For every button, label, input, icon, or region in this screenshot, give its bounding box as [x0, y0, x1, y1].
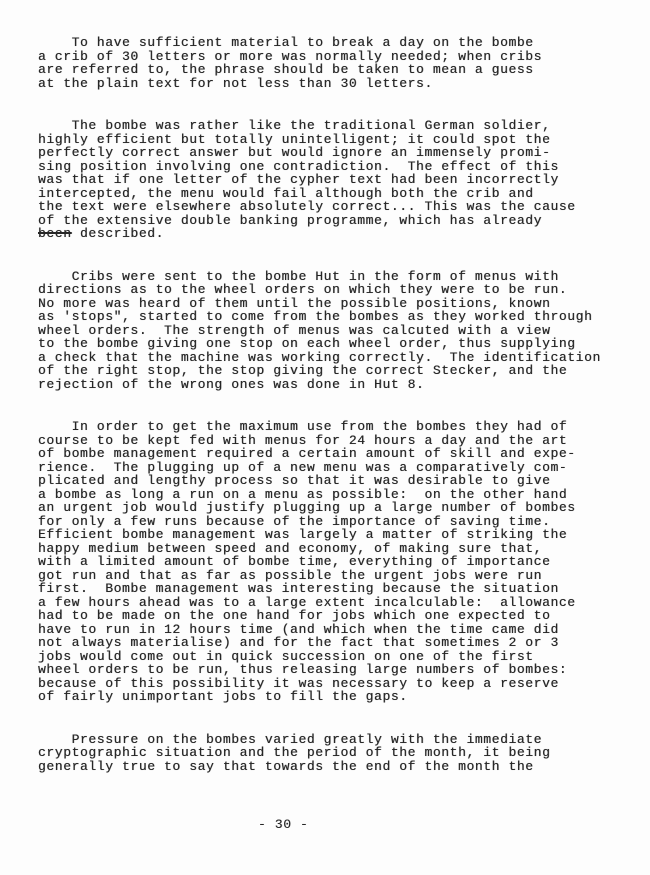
text-line: intercepted, the menu would fail although both the crib and [38, 185, 534, 201]
text-line: for only a few runs because of the importance of saving time. [38, 513, 551, 529]
text-line: of the extensive double banking programme, which has already [38, 212, 543, 228]
text-line: rejection of the wrong ones was done in Hut 8. [38, 376, 425, 392]
text-line: happy medium between speed and economy, of making sure that, [38, 540, 543, 556]
text-line: with a limited amount of bombe time, everything of importance [38, 554, 551, 569]
struck-text: been [38, 226, 72, 241]
text-line: sing position involving one contradiction. The effect of this [38, 158, 559, 174]
text-line: wheel orders. The strength of menus was calcuted with a view [38, 322, 551, 338]
text-line: perfectly correct answer but would ignore an immensely promi- [38, 145, 551, 160]
text-line: plicated and lengthy process so that it was desirable to give [38, 473, 551, 488]
text-line: not always materialise) and for the fact that sometimes 2 or 3 [38, 635, 559, 650]
text-line: a crib of 30 letters or more was normally needed; when cribs [38, 48, 543, 64]
paragraph [38, 119, 640, 241]
text-line: rience. The plugging up of a new menu was a comparatively com- [38, 459, 568, 475]
text-line: Cribs were sent to the bombe Hut in the form of menus with [38, 268, 559, 284]
text-line: first. Bombe management was interesting because the situation [38, 581, 559, 596]
text-line: wheel orders to be run, thus releasing large numbers of bombes: [38, 662, 568, 677]
text-line: highly efficient but totally unintelligent; it could spot the [38, 131, 551, 147]
text-line: are referred to, the phrase should be taken to mean a guess [38, 62, 534, 77]
text-line: at the plain text for not less than 30 letters. [38, 75, 433, 91]
text-line: directions as to the wheel orders on which they were to be run. [38, 282, 568, 297]
text-line: a bombe as long a run on a menu as possible: on the other hand [38, 486, 568, 502]
page-body [38, 36, 640, 802]
text-line: jobs would come out in quick succession on one of the first [38, 648, 534, 664]
text-line: In order to get the maximum use from the bombes they had of [38, 419, 568, 434]
text-line: of the right stop, the stop giving the correct Stecker, and the [38, 363, 568, 378]
paragraph [38, 36, 640, 90]
text-line: the text were elsewhere absolutely correct... This was the cause [38, 199, 576, 214]
text-line: To have sufficient material to break a day on the bombe [38, 35, 534, 50]
text-line: course to be kept fed with menus for 24 hours a day and the art [38, 432, 568, 448]
page-number: - 30 - [258, 817, 309, 832]
text-line: as 'stops", started to come from the bombes as they worked through [38, 309, 593, 324]
text-line: Pressure on the bombes varied greatly with the immediate [38, 731, 543, 747]
text-line: a few hours ahead was to a large extent incalculable: allowance [38, 594, 576, 610]
text-line: got run and that as far as possible the urgent jobs were run [38, 567, 543, 583]
text-line: had to be made on the one hand for jobs which one expected to [38, 608, 551, 623]
text-line: have to run in 12 hours time (and which when the time came did [38, 621, 559, 637]
paragraph [38, 420, 640, 704]
text-line: a check that the machine was working correctly. The identification [38, 349, 601, 365]
paragraph [38, 270, 640, 392]
text-line: was that if one letter of the cypher text had been incorrectly [38, 172, 559, 187]
text-line: cryptographic situation and the period of the month, it being [38, 745, 551, 760]
text-line: of bombe management required a certain amount of skill and expe- [38, 446, 576, 461]
text-line: an urgent job would justify plugging up a large number of bombes [38, 500, 576, 515]
text-line: been described. [38, 226, 165, 241]
text-line: The bombe was rather like the traditional German soldier, [38, 118, 551, 133]
text-line: No more was heard of them until the possible positions, known [38, 295, 551, 311]
text-line: to the bombe giving one stop on each wheel order, thus supplying [38, 336, 576, 351]
text-line: because of this possibility it was necessary to keep a reserve [38, 675, 559, 691]
text-line: generally true to say that towards the end of the month the [38, 758, 534, 774]
text-line: Efficient bombe management was largely a matter of striking the [38, 527, 568, 542]
paragraph [38, 733, 640, 774]
text-line: of fairly unimportant jobs to fill the gaps. [38, 689, 408, 704]
